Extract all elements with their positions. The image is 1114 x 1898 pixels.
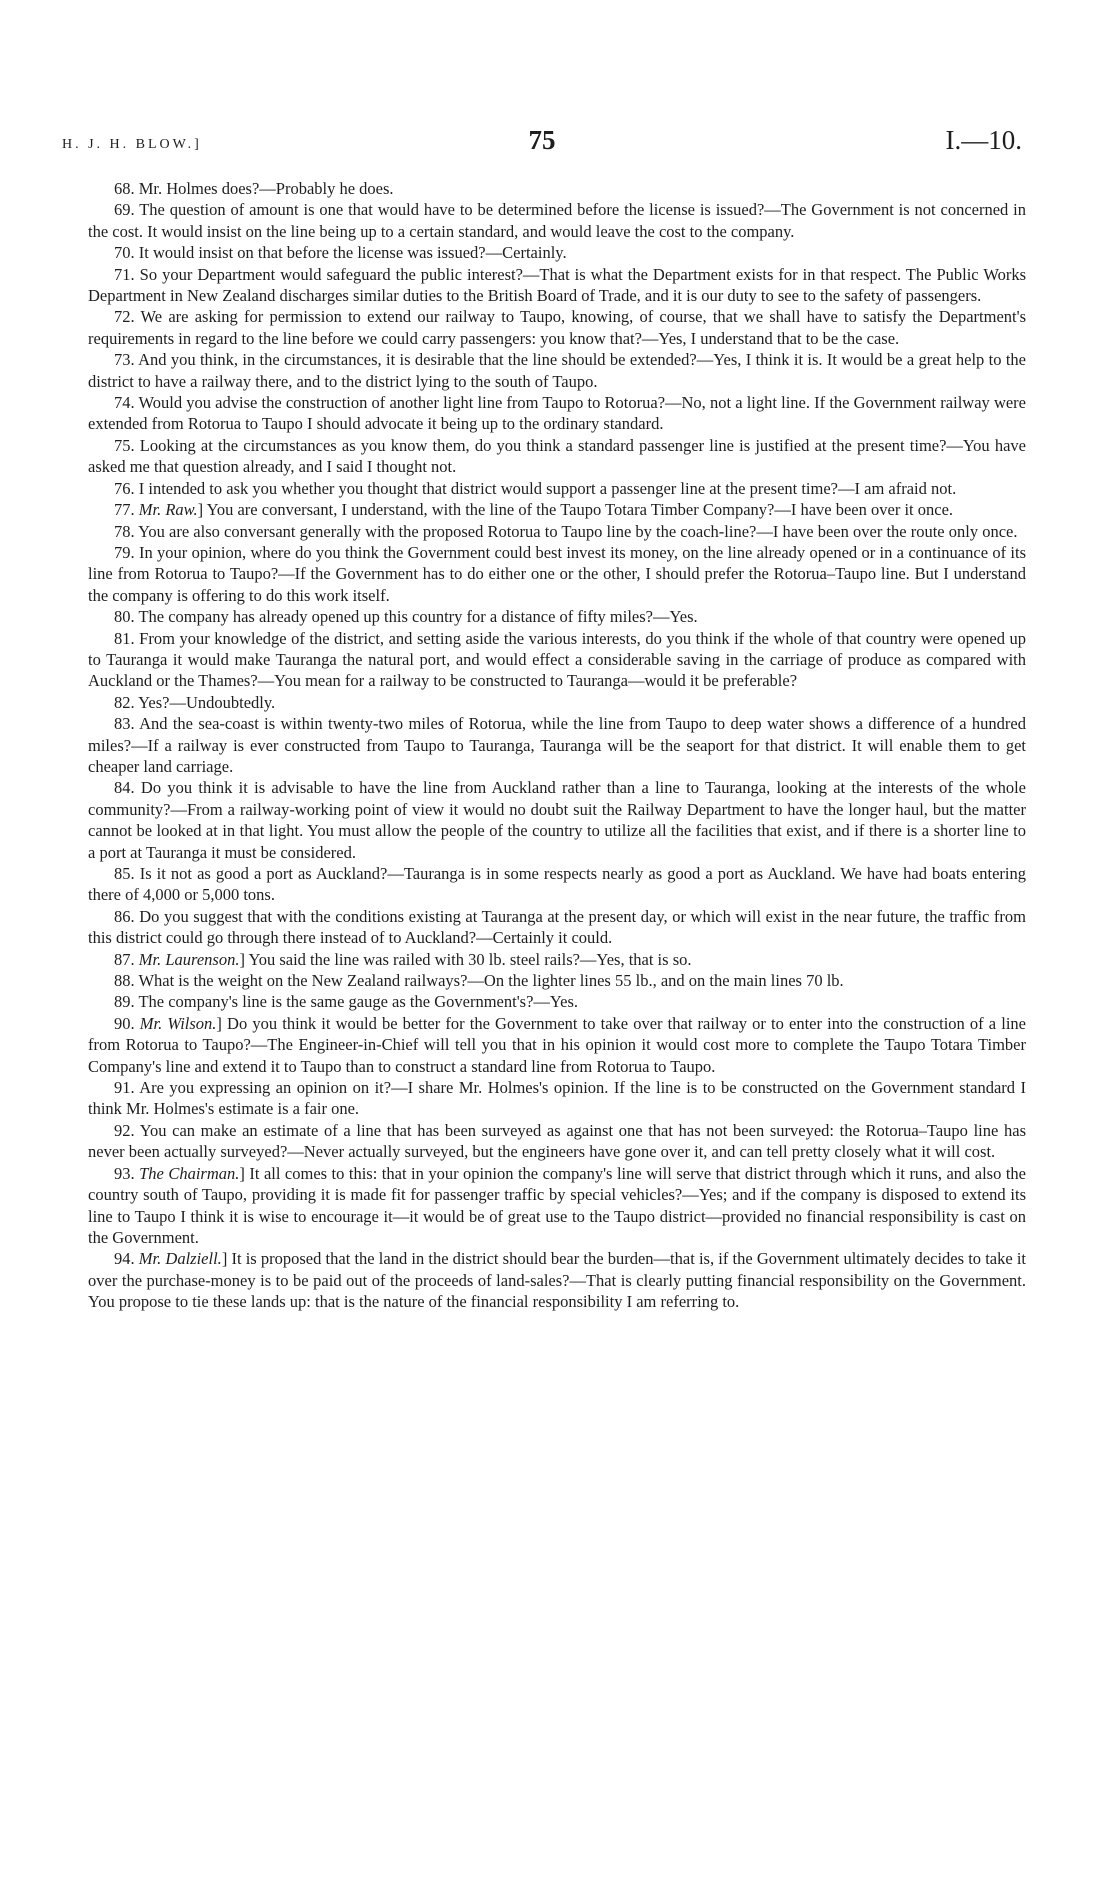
question-answer-text: It would insist on that before the license was issued?—Certainly. xyxy=(138,243,567,263)
question-answer-text: We are asking for permission to extend our railway to Taupo, knowing, of course, that we shall have to satisfy the Department's requirements in regard to the line before we could carry passengers: you know that?—Yes, I understand that to be the case. xyxy=(88,307,1026,348)
question-paragraph xyxy=(88,1077,1026,1120)
question-number: 89. xyxy=(114,992,139,1012)
question-answer-text: And you think, in the circumstances, it is desirable that the line should be extended?—Yes, I think it is. It would be a great help to the district to have a railway there, and to the district lying to the south of Taupo. xyxy=(88,350,1026,391)
question-answer-text: ] It is proposed that the land in the district should bear the burden—that is, if the Government ultimately decides to take it over the purchase-money is to be paid out of the proceeds of land-sales?—That is clearly putting financial responsibility on the Government. You propose to tie these lands up: that is the nature of the financial responsibility I am referring to. xyxy=(88,1249,1027,1312)
question-number: 69. xyxy=(114,200,140,220)
question-paragraph xyxy=(88,1013,1026,1077)
question-paragraph xyxy=(88,906,1026,949)
question-paragraph xyxy=(88,521,1026,542)
question-paragraph xyxy=(88,264,1026,307)
question-number: 70. xyxy=(114,243,139,263)
question-answer-text: Are you expressing an opinion on it?—I share Mr. Holmes's opinion. If the line is to be constructed on the Government standard I think Mr. Holmes's estimate is a fair one. xyxy=(88,1078,1027,1119)
question-answer-text: The company has already opened up this country for a distance of fifty miles?—Yes. xyxy=(138,607,698,627)
question-number: 82. xyxy=(114,692,139,712)
page-header xyxy=(62,125,1022,165)
question-paragraph xyxy=(88,777,1026,863)
question-number: 76. xyxy=(114,478,139,498)
question-number: 85. xyxy=(114,864,140,883)
question-paragraph xyxy=(88,606,1026,627)
question-answer-text: The company's line is the same gauge as the Government's?—Yes. xyxy=(138,992,579,1012)
speaker-name: The Chairman. xyxy=(139,1163,240,1183)
question-answer-text: ] Do you think it would be better for the Government to take over that railway or to enter into the construction of a line from Rotorua to Taupo?—The Engineer-in-Chief will tell you that in his opinion it would cost more to complete the Taupo Totara Timber Company's line and extend it to Taupo than to construct a standard line from Rotorua to Taupo. xyxy=(88,1013,1026,1076)
question-answer-text: Yes?—Undoubtedly. xyxy=(138,692,276,712)
speaker-name: Mr. Laurenson. xyxy=(138,949,240,969)
question-answer-text: ] It all comes to this: that in your opinion the company's line will serve that district through which it runs, and also the country south of Taupo, providing it is made fit for passenger traffic by special vehicles?—Yes; and if the company is disposed to extend its line to Taupo I think it is wise to encourage it—it would be of great use to the Taupo district—provided no financial responsibility is cast on the Government. xyxy=(88,1163,1026,1247)
question-number: 87. xyxy=(114,949,139,969)
question-answer-text: From your knowledge of the district, and setting aside the various interests, do you think if the whole of that country were opened up to Tauranga it would make Tauranga the natural port, and would effect a considerable saving in the carriage of produce as compared with Auckland or the Thames?—You mean for a railway to be constructed to Tauranga—would it be preferable? xyxy=(88,628,1026,691)
question-answer-text: Would you advise the construction of another light line from Taupo to Rotorua?—No, not a light line. If the Government railway were extended from Rotorua to Taupo I should advocate it being up to the ordinary standard. xyxy=(88,393,1026,434)
question-paragraph xyxy=(88,1248,1026,1312)
document-reference: I.—10. xyxy=(945,125,1022,155)
question-paragraph xyxy=(88,949,1026,970)
question-number: 80. xyxy=(114,607,139,627)
question-paragraph xyxy=(88,349,1026,392)
question-number: 84. xyxy=(114,778,141,798)
question-number: 83. xyxy=(114,714,140,734)
question-paragraph xyxy=(88,478,1026,499)
question-number: 75. xyxy=(114,435,140,455)
question-answer-text: Do you suggest that with the conditions existing at Tauranga at the present day, or which will exist in the near future, the traffic from this district could go through there instead of to Auckland?—Certainly it could. xyxy=(88,906,1026,948)
question-number: 74. xyxy=(114,393,139,413)
question-number: 94. xyxy=(114,1249,139,1269)
question-answer-text: The question of amount is one that would have to be determined before the license is issued?—The Government is not concerned in the cost. It would insist on the line being up to a certain standard, and would leave the cost to the company. xyxy=(88,200,1026,241)
question-number: 78. xyxy=(114,521,139,541)
question-answer-text: You can make an estimate of a line that has been surveyed as against one that has not been surveyed: the Rotorua–Taupo line has never been actually surveyed?—Never actually surveyed, but the engineers have gone over it, and can tell pretty closely what it will cost. xyxy=(88,1120,1026,1162)
question-answer-text: Is it not as good a port as Auckland?—Tauranga is in some respects nearly as good a port as Auckland. We have had boats entering there of 4,000 or 5,000 tons. xyxy=(88,864,1026,905)
question-number: 79. xyxy=(114,542,139,562)
question-number: 86. xyxy=(114,906,140,926)
question-paragraph xyxy=(88,199,1026,242)
question-answer-text: You are also conversant generally with the proposed Rotorua to Taupo line by the coach-line?—I have been over the route only once. xyxy=(138,521,1018,541)
question-number: 77. xyxy=(114,500,139,520)
page-number: 75 xyxy=(528,125,556,155)
question-answer-text: Mr. Holmes does?—Probably he does. xyxy=(138,179,394,198)
question-paragraph xyxy=(88,628,1026,692)
question-paragraph xyxy=(88,435,1026,478)
question-answer-text: Do you think it is advisable to have the line from Auckland rather than a line to Tauranga, looking at the interests of the whole community?—From a railway-working point of view it would no doubt suit the Railway Department to have the longer haul, but the matter cannot be looked at in that light. You must allow the people of the country to utilize all the facilities that exist, and if there is a shorter line to a port at Tauranga it must be considered. xyxy=(88,778,1026,862)
question-paragraph xyxy=(88,392,1026,435)
question-number: 68. xyxy=(114,179,139,198)
witness-name: H. J. H. BLOW.] xyxy=(62,137,202,152)
question-paragraph xyxy=(88,499,1026,520)
question-number: 91. xyxy=(114,1078,140,1098)
question-paragraph xyxy=(88,713,1026,777)
question-number: 93. xyxy=(114,1163,140,1183)
question-paragraph xyxy=(88,863,1026,906)
question-paragraph xyxy=(88,178,1026,199)
question-number: 71. xyxy=(114,264,140,284)
question-number: 90. xyxy=(114,1013,140,1033)
question-number: 72. xyxy=(114,307,141,327)
question-answer-text: ] You are conversant, I understand, with the line of the Taupo Totara Timber Company?—I have been over it once. xyxy=(197,500,954,520)
question-number: 81. xyxy=(114,628,140,648)
question-number: 92. xyxy=(114,1120,140,1140)
question-paragraph xyxy=(88,242,1026,263)
question-paragraph xyxy=(88,991,1026,1012)
speaker-name: Mr. Dalziell. xyxy=(138,1249,222,1269)
speaker-name: Mr. Wilson. xyxy=(139,1013,217,1033)
question-paragraph xyxy=(88,306,1026,349)
question-paragraph xyxy=(88,1120,1026,1163)
question-paragraph xyxy=(88,542,1026,606)
question-paragraph xyxy=(88,970,1026,991)
question-answer-text: What is the weight on the New Zealand railways?—On the lighter lines 55 lb., and on the main lines 70 lb. xyxy=(138,971,844,991)
question-paragraph xyxy=(88,692,1026,713)
question-answer-text: ] You said the line was railed with 30 lb. steel rails?—Yes, that is so. xyxy=(239,949,692,969)
speaker-name: Mr. Raw. xyxy=(138,500,198,520)
question-answer-text: And the sea-coast is within twenty-two miles of Rotorua, while the line from Taupo to deep water shows a difference of a hundred miles?—If a railway is ever constructed from Taupo to Tauranga, Tauranga will be the seaport for that district. It will enable them to get cheaper land carriage. xyxy=(88,714,1026,776)
page-body xyxy=(88,178,1026,1313)
question-answer-text: Looking at the circumstances as you know them, do you think a standard passenger line is justified at the present time?—You have asked me that question already, and I said I thought not. xyxy=(88,435,1026,477)
question-number: 73. xyxy=(114,350,139,370)
question-paragraph xyxy=(88,1163,1026,1249)
question-answer-text: I intended to ask you whether you thought that district would support a passenger line at the present time?—I am afraid not. xyxy=(138,478,957,498)
question-answer-text: In your opinion, where do you think the Government could best invest its money, on the line already opened or in a continuance of its line from Rotorua to Taupo?—If the Government has to do either one or the other, I should prefer the Rotorua–Taupo line. But I understand the company is offering to do this work itself. xyxy=(88,542,1027,605)
question-answer-text: So your Department would safeguard the public interest?—That is what the Department exists for in that respect. The Public Works Department in New Zealand discharges similar duties to the British Board of Trade, and it is our duty to see to the safety of passengers. xyxy=(88,264,1027,306)
question-number: 88. xyxy=(114,971,139,991)
